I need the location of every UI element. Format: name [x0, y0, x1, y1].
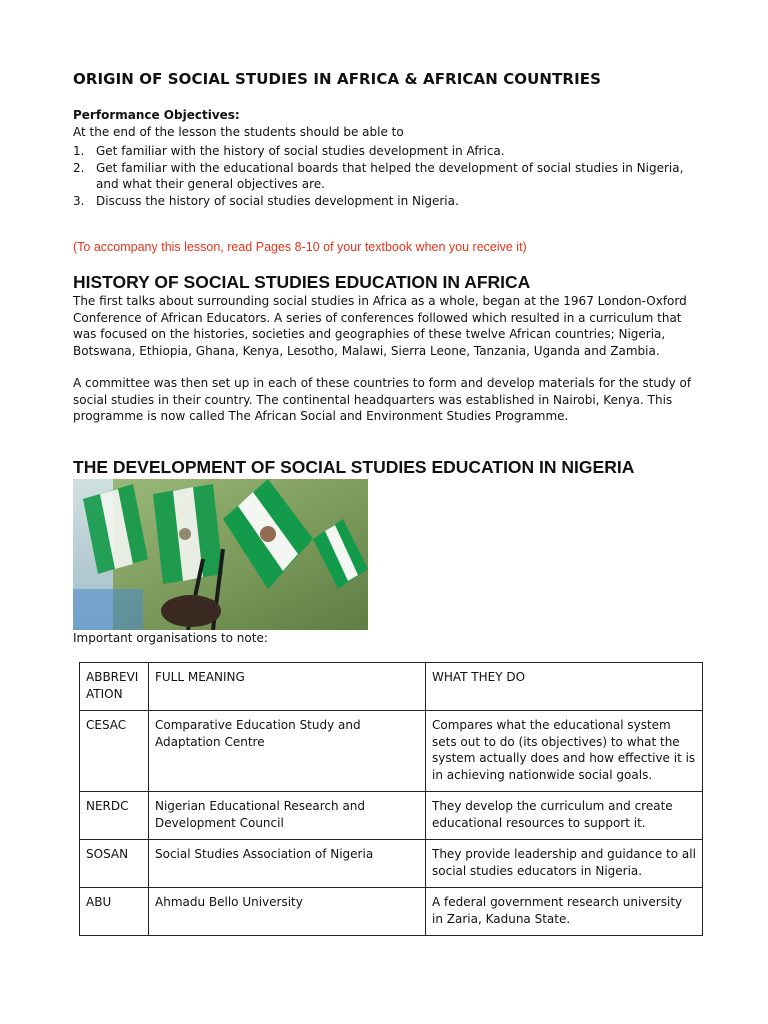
- list-item-text: Get familiar with the educational boards that helped the development of social studies in Nigeria, and what their general objectives are.: [96, 160, 684, 191]
- reading-note: (To accompany this lesson, read Pages 8-10 of your textbook when you receive it): [73, 240, 527, 254]
- cell-full-meaning: Nigerian Educational Research and Development Council: [149, 792, 426, 840]
- cell-full-meaning: Social Studies Association of Nigeria: [149, 840, 426, 888]
- cell-what-they-do: A federal government research university in Zaria, Kaduna State.: [426, 888, 703, 936]
- objectives-list: [73, 143, 693, 209]
- cell-what-they-do: They develop the curriculum and create educational resources to support it.: [426, 792, 703, 840]
- cell-what-they-do: Compares what the educational system sets out to do (its objectives) to what the system actually does and how effective it is in achieving nationwide social goals.: [426, 711, 703, 792]
- column-header-full-meaning: FULL MEANING: [149, 663, 426, 711]
- list-item: [73, 193, 693, 210]
- nigerian-flags-photo: [73, 479, 368, 630]
- list-item: [73, 143, 693, 160]
- cell-what-they-do: They provide leadership and guidance to all social studies educators in Nigeria.: [426, 840, 703, 888]
- cell-full-meaning: Ahmadu Bello University: [149, 888, 426, 936]
- list-item-text: Discuss the history of social studies development in Nigeria.: [96, 193, 459, 208]
- table-row: [80, 840, 703, 888]
- column-header-abbreviation: ABBREVIATION: [80, 663, 149, 711]
- page-title: ORIGIN OF SOCIAL STUDIES IN AFRICA & AFRICAN COUNTRIES: [73, 70, 601, 88]
- organisations-intro: Important organisations to note:: [73, 631, 268, 645]
- table-row: [80, 711, 703, 792]
- history-paragraph-1: The first talks about surrounding social studies in Africa as a whole, began at the 1967 London-Oxford Conference of African Educators. A series of conferences followed which resulted in a curriculum that was focused on the histories, societies and geographies of these twelve African countries; Nigeria, Botswana, Ethiopia, Ghana, Kenya, Lesotho, Malawi, Sierra Leone, Tanzania, Uganda and Zambia.: [73, 294, 687, 358]
- cell-abbreviation: NERDC: [80, 792, 149, 840]
- development-heading: THE DEVELOPMENT OF SOCIAL STUDIES EDUCATION IN NIGERIA: [73, 457, 635, 477]
- cell-abbreviation: ABU: [80, 888, 149, 936]
- cell-full-meaning: Comparative Education Study and Adaptation Centre: [149, 711, 426, 792]
- history-paragraph-2: A committee was then set up in each of these countries to form and develop materials for the study of social studies in their country. The continental headquarters was established in Nairobi, Kenya. This programme is now called The African Social and Environment Studies Programme.: [73, 376, 692, 423]
- list-item-text: Get familiar with the history of social studies development in Africa.: [96, 144, 505, 158]
- history-heading: HISTORY OF SOCIAL STUDIES EDUCATION IN AFRICA: [73, 272, 531, 292]
- table-header-row: [80, 663, 703, 711]
- flags-image: [73, 479, 368, 630]
- column-header-what-they-do: WHAT THEY DO: [426, 663, 703, 711]
- list-item: [73, 160, 693, 193]
- cell-abbreviation: SOSAN: [80, 840, 149, 888]
- objectives-heading: Performance Objectives:: [73, 108, 240, 122]
- objectives-intro: At the end of the lesson the students should be able to: [73, 125, 404, 139]
- table-row: [80, 888, 703, 936]
- list-item-number: 2.: [73, 160, 85, 175]
- list-item-number: 3.: [73, 193, 85, 208]
- list-item-number: 1.: [73, 144, 85, 158]
- organisations-table: [79, 662, 703, 936]
- cell-abbreviation: CESAC: [80, 711, 149, 792]
- table-row: [80, 792, 703, 840]
